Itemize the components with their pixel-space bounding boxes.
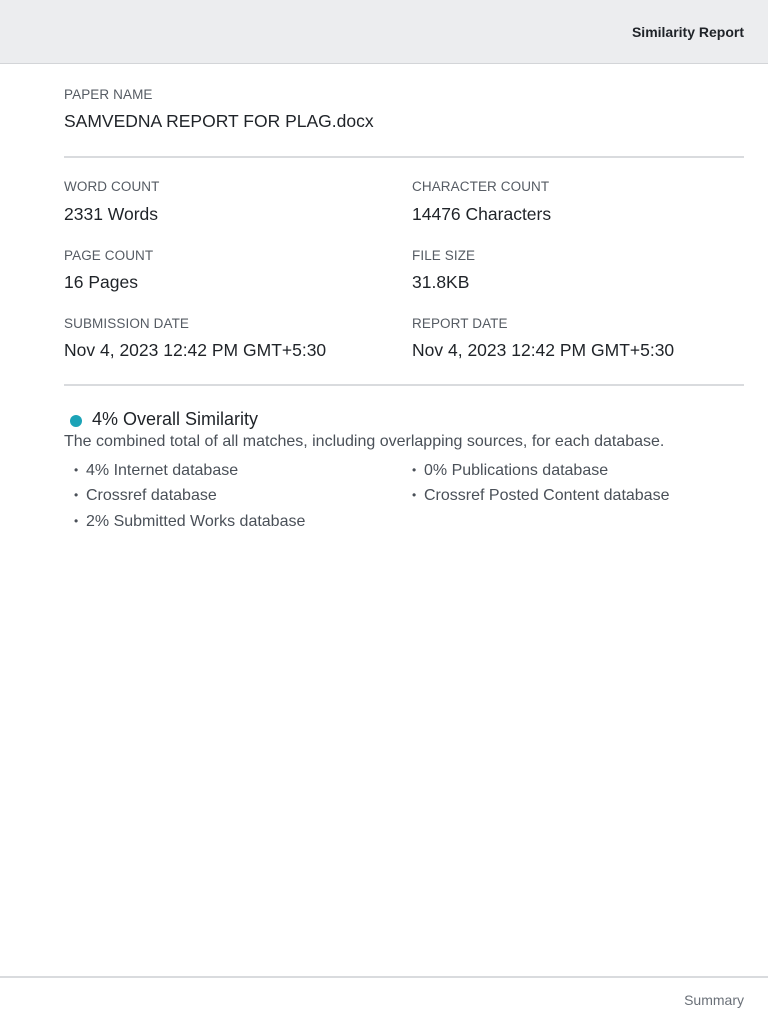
database-item-label: 0% Publications database [424,462,609,479]
character-count-value: 14476 Characters [412,204,552,224]
bullet-icon: • [74,514,79,528]
paper-name-label: PAPER NAME [64,87,153,102]
database-item-label: 2% Submitted Works database [86,513,306,530]
bullet-icon: • [74,488,79,502]
database-item [64,513,305,531]
word-count-label: WORD COUNT [64,179,160,194]
report-footer [0,976,768,1024]
submission-date-value: Nov 4, 2023 12:42 PM GMT+5:30 [64,340,327,360]
bullet-icon: • [412,488,417,502]
report-date-value: Nov 4, 2023 12:42 PM GMT+5:30 [412,340,675,360]
database-item-label: Crossref database [86,487,217,504]
report-date-label: REPORT DATE [412,316,508,331]
database-item [402,462,608,480]
database-item-label: Crossref Posted Content database [424,487,670,504]
submission-date-label: SUBMISSION DATE [64,316,190,331]
word-count-value: 2331 Words [64,204,159,224]
report-header [0,0,768,64]
bullet-icon: • [74,463,79,477]
similarity-indicator-icon [70,415,82,427]
section-divider-bottom [64,384,744,386]
database-item [64,462,238,480]
similarity-description: The combined total of all matches, including overlapping sources, for each database. [64,433,665,450]
overall-similarity-title: 4% Overall Similarity [92,409,259,429]
section-divider-top [64,156,744,158]
character-count-label: CHARACTER COUNT [412,179,550,194]
paper-name: SAMVEDNA REPORT FOR PLAG.docx [64,111,374,131]
bullet-icon: • [412,463,417,477]
footer-summary-label: Summary [684,992,744,1008]
database-item [402,487,669,505]
database-item-label: 4% Internet database [86,462,239,479]
file-size-label: FILE SIZE [412,248,476,263]
report-title: Similarity Report [631,24,744,40]
page-count-label: PAGE COUNT [64,248,154,263]
database-item [64,487,217,505]
file-size-value: 31.8KB [412,272,470,292]
page-count-value: 16 Pages [64,272,138,292]
